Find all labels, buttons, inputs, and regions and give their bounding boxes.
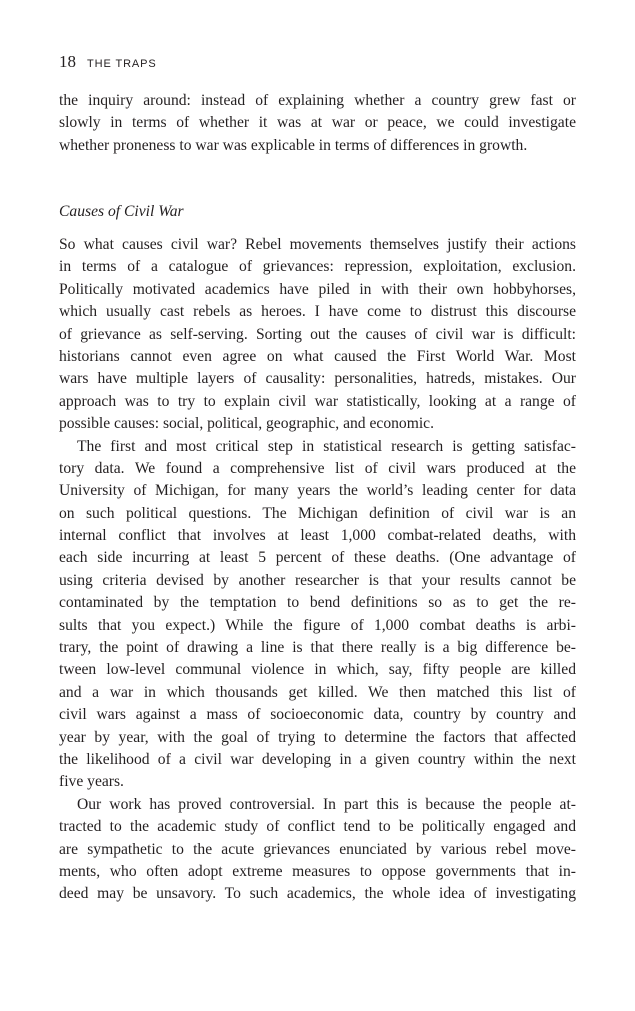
text-line: using criteria devised by another researcher is that your results cannot be xyxy=(59,571,576,589)
text-line: contaminated by the temptation to bend definitions so as to get the re- xyxy=(59,594,576,612)
text-line: So what causes civil war? Rebel movements themselves justify their actions xyxy=(59,236,576,253)
text-line: internal conflict that involves at least 1,000 combat-related deaths, with xyxy=(59,527,576,545)
text-line: possible causes: social, political, geographic, and economic. xyxy=(59,415,435,433)
paragraph-3 xyxy=(59,794,576,906)
text-line: sults that you expect.) While the figure of 1,000 combat deaths is arbi- xyxy=(59,616,576,634)
paragraph-1 xyxy=(59,234,576,436)
text-line: ments, who often adopt extreme measures to oppose governments that in- xyxy=(59,862,576,880)
text-line: The first and most critical step in statistical research is getting satisfac- xyxy=(77,437,576,455)
page-header xyxy=(59,52,157,76)
text-line: the inquiry around: instead of explaining whether a country grew fast or xyxy=(59,92,576,109)
text-line: civil wars against a mass of socioeconomic data, country by country and xyxy=(59,706,576,724)
text-line: wars have multiple layers of causality: personalities, hatreds, mistakes. Our xyxy=(59,370,576,388)
text-line: tory data. We found a comprehensive list of civil wars produced at the xyxy=(59,459,576,477)
text-line: Politically motivated academics have piled in with their own hobbyhorses, xyxy=(59,280,576,298)
text-line: whether proneness to war was explicable in terms of differences in growth. xyxy=(59,136,528,154)
text-line: which usually cast rebels as heroes. I have come to distrust this discourse xyxy=(59,303,576,321)
text-line: trary, the point of drawing a line is that there really is a big difference be- xyxy=(59,639,576,657)
text-line: of grievance as self-serving. Sorting out the causes of civil war is difficult: xyxy=(59,325,576,343)
text-line: tween low-level communal violence in which, say, fifty people are killed xyxy=(59,661,576,679)
text-line: the likelihood of a civil war developing in a given country within the next xyxy=(59,750,576,768)
text-line: University of Michigan, for many years the world’s leading center for data xyxy=(59,482,576,500)
text-line: deed may be unsavory. To such academics, the whole idea of investigating xyxy=(59,885,576,903)
text-line: historians cannot even agree on what caused the First World War. Most xyxy=(59,347,576,365)
section-heading: Causes of Civil War xyxy=(59,203,184,220)
page-number: 18 xyxy=(59,52,76,71)
text-line: each side incurring at least 5 percent of these deaths. (One advantage of xyxy=(59,549,576,567)
text-line: are sympathetic to the acute grievances enunciated by various rebel move- xyxy=(59,840,576,858)
text-line: slowly in terms of whether it was at war or peace, we could investigate xyxy=(59,114,576,132)
text-line: year by year, with the goal of trying to determine the factors that affected xyxy=(59,728,576,746)
text-line: in terms of a catalogue of grievances: repression, exploitation, exclusion. xyxy=(59,258,576,276)
intro-paragraph xyxy=(59,90,576,157)
paragraph-2 xyxy=(59,436,576,794)
text-line: tracted to the academic study of conflict tend to be politically engaged and xyxy=(59,818,576,836)
text-line: five years. xyxy=(59,773,124,791)
main-text xyxy=(59,234,576,906)
text-line: and a war in which thousands get killed. We then matched this list of xyxy=(59,683,576,701)
text-line: on such political questions. The Michigan definition of civil war is an xyxy=(59,504,576,522)
text-line: approach was to try to explain civil war statistically, looking at a range of xyxy=(59,392,576,410)
text-line: Our work has proved controversial. In part this is because the people at- xyxy=(77,795,576,813)
running-head: THE TRAPS xyxy=(87,58,157,70)
